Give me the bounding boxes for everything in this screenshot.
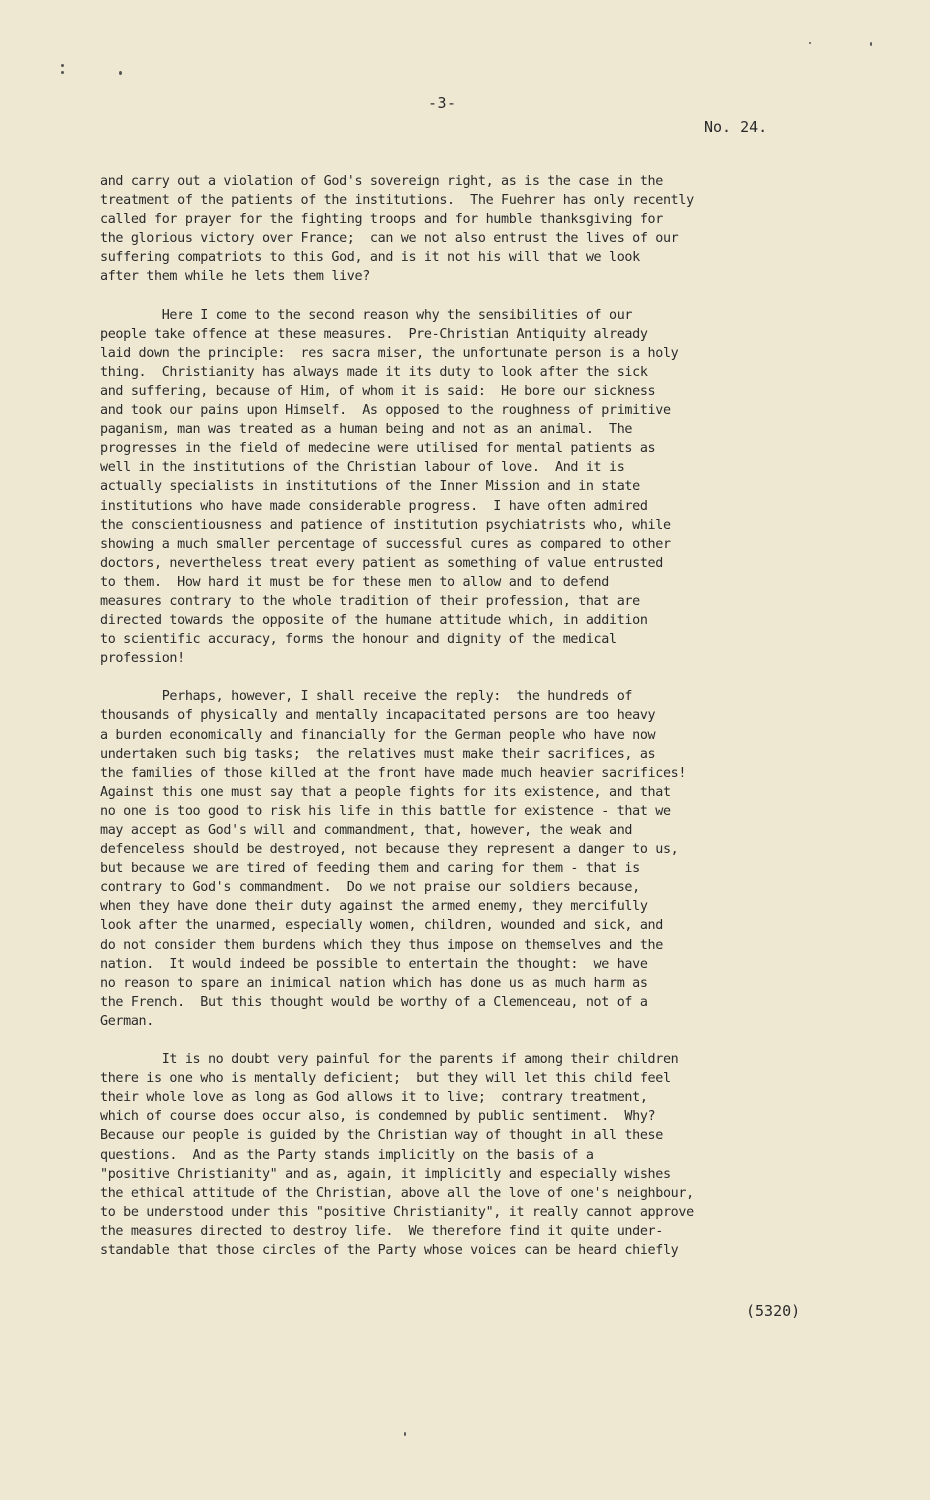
margin-speck (809, 42, 811, 44)
margin-speck (119, 71, 122, 75)
margin-speck (404, 1432, 406, 1436)
margin-speck (870, 42, 872, 46)
paragraph-2: Here I come to the second reason why the sensibilities of our people take offence at these measures. Pre-Christian Antiquity already laid down the principle: res sacra miser, the unfortunate person is a holy thing. Christianity has always made it its duty to look after the sick and suffering, because of Him, of whom it is said: He bore our sickness and took our pains upon Himself. As opposed to the roughness of primitive paganism, man was treated as a human being and not as an animal. The progresses in the field of medecine were utilised for mental patients as well in the institutions of the Christian labour of love. And it is actually specialists in institutions of the Inner Mission and in state institutions who have made considerable progress. I have often admired the conscientiousness and patience of institution psychiatrists who, while showing a much smaller percentage of successful cures as compared to other doctors, nevertheless treat every patient as something of value entrusted to them. How hard it must be for these men to allow and to defend measures contrary to the whole tradition of their profession, that are directed towards the opposite of the humane attitude which, in addition to scientific accuracy, forms the honour and dignity of the medical profession! (100, 307, 679, 667)
page-number: -3- (428, 94, 457, 112)
paragraph-3: Perhaps, however, I shall receive the reply: the hundreds of thousands of physically and mentally incapacitated persons are too heavy a burden economically and financially for the German people who have now undertaken such big tasks; the relatives must make their sacrifices, as the families of those killed at the front have made much heavier sacrifices! Against this one must say that a people fights for its existence, and that no one is too good to risk his life in this battle for existence - that we may accept as God's will and commandment, that, however, the weak and defenceless should be destroyed, not because they represent a danger to us, but because we are tired of feeding them and caring for them - that is contrary to God's commandment. Do we not praise our soldiers because, when they have done their duty against the armed enemy, they mercifully look after the unarmed, especially women, children, wounded and sick, and do not consider them burdens which they thus impose on themselves and the nation. It would indeed be possible to entertain the thought: we have no reason to spare an inimical nation which has done us as much harm as the French. But this thought would be worthy of a Clemenceau, not of a German. (100, 689, 687, 1029)
document-number: No. 24. (704, 118, 768, 136)
paragraph-1: and carry out a violation of God's sovereign right, as is the case in the treatment of the patients of the institutions. The Fuehrer has only recently called for prayer for the fighting troops and for humble thanksgiving for the glorious victory over France; can we not also entrust the lives of our suffering compatriots to this God, and is it not his will that we look after them while he lets them live? (100, 174, 694, 285)
margin-speck (61, 71, 64, 74)
document-body (100, 172, 860, 1260)
reference-number: (5320) (746, 1302, 801, 1320)
margin-speck (61, 64, 64, 67)
paragraph-4: It is no doubt very painful for the parents if among their children there is one who is mentally deficient; but they will let this child feel their whole love as long as God allows it to live; contrary treatment, which of course does occur also, is condemned by public sentiment. Why? Because our people is guided by the Christian way of thought in all these questions. And as the Party stands implicitly on the basis of a "positive Christianity" and as, again, it implicitly and especially wishes the ethical attitude of the Christian, above all the love of one's neighbour, to be understood under this "positive Christianity", it really cannot approve the measures directed to destroy life. We therefore find it quite under- standable that those circles of the Party whose voices can be heard chiefly (100, 1052, 694, 1258)
